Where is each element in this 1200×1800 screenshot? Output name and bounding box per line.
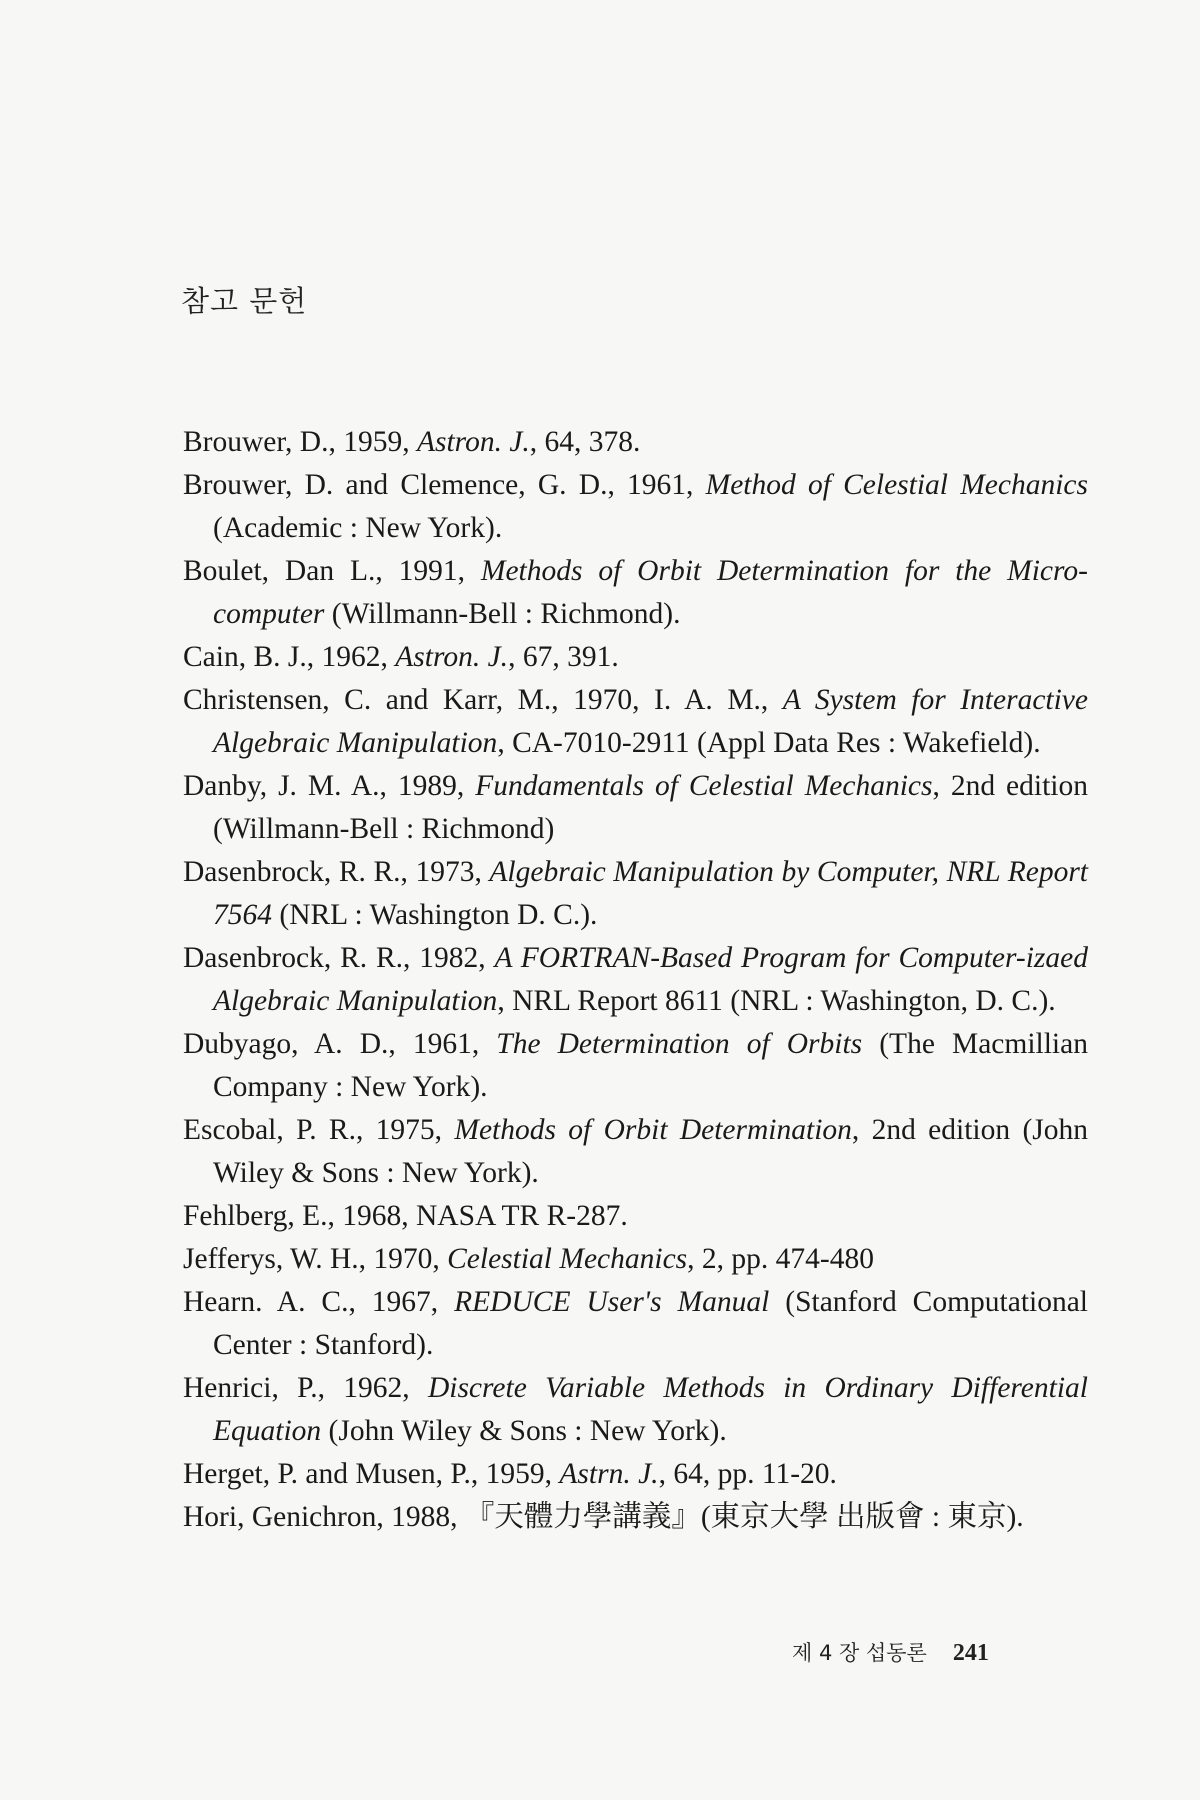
reference-list [183,421,1088,1539]
reference-entry: Escobal, P. R., 1975, Methods of Orbit Determination, 2nd edition (John Wiley & Sons : New York). [183,1114,1088,1189]
section-title: 참고 문헌 [181,284,308,318]
reference-entry: Brouwer, D., 1959, Astron. J., 64, 378. [183,426,641,458]
reference-entry: Christensen, C. and Karr, M., 1970, I. A. M., A System for Interactive Algebraic Manipulation, CA-7010-2911 (Appl Data Res : Wakefield). [183,684,1088,759]
page-number: 241 [952,1640,989,1666]
reference-entry: Dubyago, A. D., 1961, The Determination of Orbits (The Macmillian Company : New York). [183,1028,1088,1103]
page-footer [792,1637,989,1667]
reference-entry: Jefferys, W. H., 1970, Celestial Mechanics, 2, pp. 474-480 [183,1243,874,1275]
reference-entry: Brouwer, D. and Clemence, G. D., 1961, Method of Celestial Mechanics (Academic : New York). [183,469,1088,544]
reference-entry: Hearn. A. C., 1967, REDUCE User's Manual (Stanford Computational Center : Stanford). [183,1286,1089,1361]
reference-entry: Herget, P. and Musen, P., 1959, Astrn. J., 64, pp. 11-20. [183,1458,837,1490]
reference-entry: Henrici, P., 1962, Discrete Variable Methods in Ordinary Differential Equation (John Wiley & Sons : New York). [183,1372,1088,1447]
reference-entry: Cain, B. J., 1962, Astron. J., 67, 391. [183,641,619,673]
reference-entry: Dasenbrock, R. R., 1982, A FORTRAN-Based Program for Computer-izaed Algebraic Manipulation, NRL Report 8611 (NRL : Washington, D. C.). [183,942,1088,1017]
reference-entry: Hori, Genichron, 1988, 『天體力學講義』(東京大學 出版會 : 東京). [183,1501,1024,1533]
chapter-label: 제 4 장 섭동론 [792,1641,927,1665]
reference-entry: Danby, J. M. A., 1989, Fundamentals of Celestial Mechanics, 2nd edition (Willmann-Bell : Richmond) [183,770,1088,845]
reference-entry: Dasenbrock, R. R., 1973, Algebraic Manipulation by Computer, NRL Report 7564 (NRL : Washington D. C.). [183,856,1088,931]
reference-entry: Boulet, Dan L., 1991, Methods of Orbit Determination for the Micro-computer (Willmann-Bell : Richmond). [183,555,1088,630]
reference-entry: Fehlberg, E., 1968, NASA TR R-287. [183,1200,628,1232]
